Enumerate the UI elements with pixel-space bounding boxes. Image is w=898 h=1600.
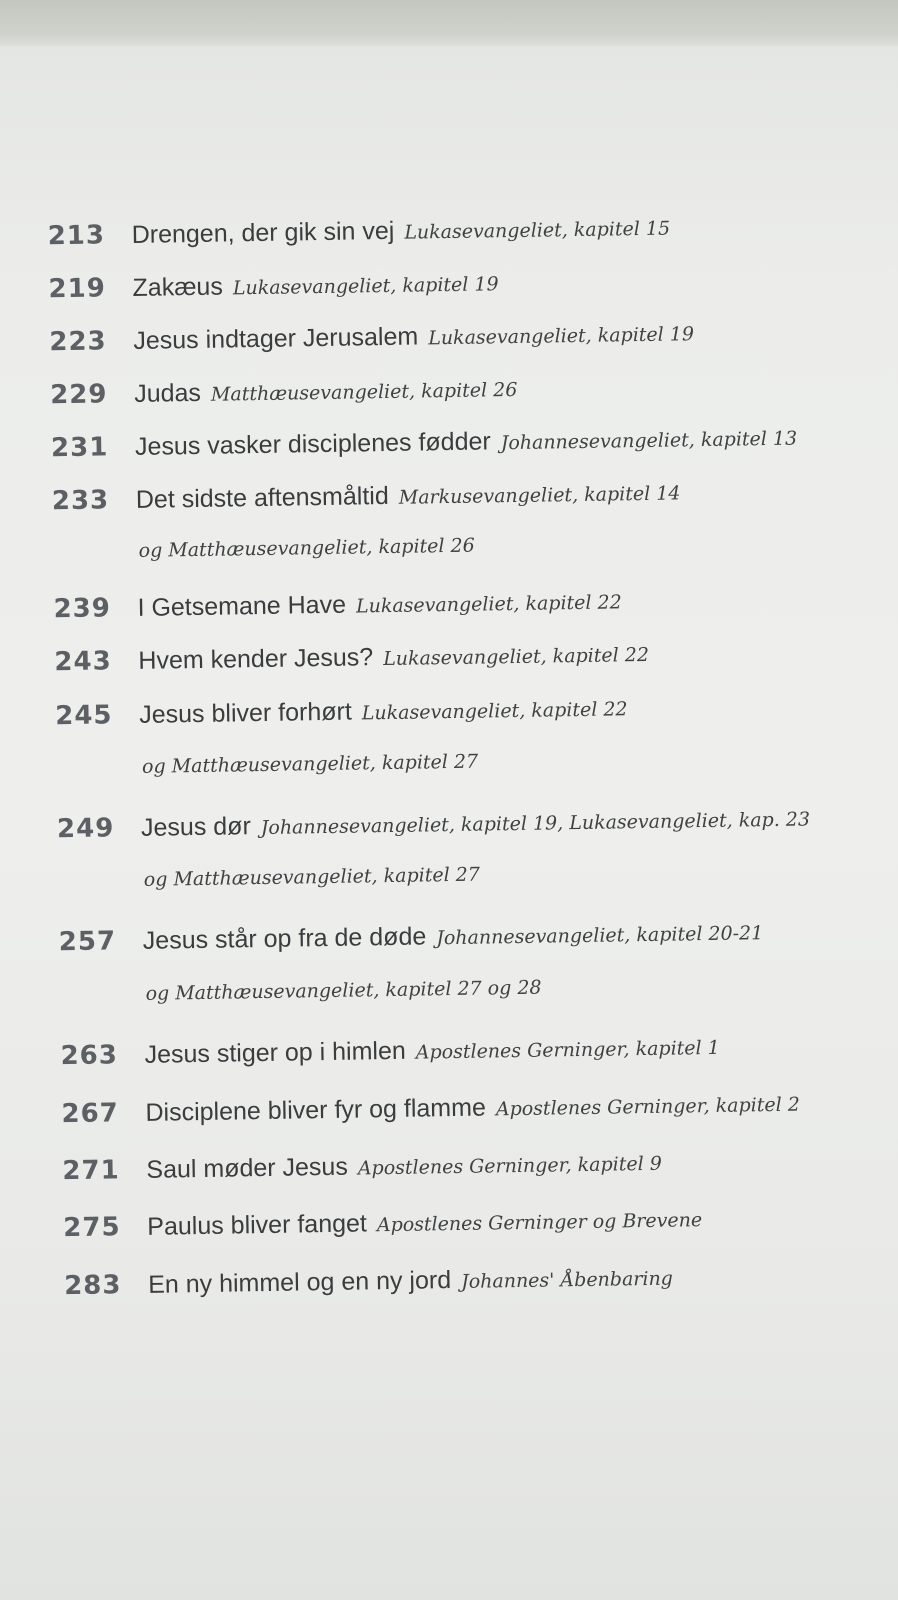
toc-entry [51,422,798,464]
chapter-title: Zakæus [132,272,224,302]
page-number: 223 [49,326,107,358]
chapter-title: Paulus bliver fanget [147,1209,368,1241]
chapter-source: Lukasevangeliet, kapitel 22 [383,643,650,671]
chapter-source: Lukasevangeliet, kapitel 22 [361,698,628,725]
toc-entry [49,317,694,357]
chapter-title: Jesus bliver forhørt [139,697,353,729]
chapter-title: Judas [133,378,202,408]
toc-entry [63,1203,702,1243]
page-number: 231 [50,432,109,464]
chapter-source: Apostlenes Gerninger og Brevene [376,1209,703,1237]
page-number: 249 [56,813,115,845]
chapter-title: Jesus indtager Jerusalem [133,322,419,355]
chapter-title: Jesus vasker disciplenes fødder [134,427,491,461]
page-number: 229 [49,379,108,411]
page-number: 245 [55,700,113,732]
toc-entry [60,1031,720,1071]
chapter-source: Matthæusevangeliet, kapitel 26 [210,378,518,406]
chapter-source-continuation: og Matthæusevangeliet, kapitel 27 [143,863,481,891]
chapter-title: Hvem kender Jesus? [138,643,374,675]
toc-entry [50,373,518,410]
chapter-source: Lukasevangeliet, kapitel 19 [232,273,499,300]
chapter-source: Markusevangeliet, kapitel 14 [398,482,681,509]
toc-entry [53,585,622,624]
chapter-source: Johannesevangeliet, kapitel 19, Lukasevangeliet, kap. 23 [260,808,811,840]
page-number: 239 [53,593,112,625]
page-number: 271 [62,1155,120,1187]
page-number: 257 [58,926,117,958]
page-number: 275 [63,1212,121,1244]
toc-entry [54,638,649,677]
toc-entry [64,1262,673,1302]
chapter-source: Apostlenes Gerninger, kapitel 9 [357,1152,663,1180]
toc-entry [47,212,670,252]
chapter-source: Lukasevangeliet, kapitel 15 [404,217,671,244]
page-number: 219 [48,273,107,305]
toc-entry [59,916,764,957]
chapter-title: En ny himmel og en ny jord [147,1266,452,1299]
page-number: 213 [47,220,106,252]
toc-entry [52,476,681,516]
chapter-source: Johannesevangeliet, kapitel 20-21 [436,922,764,950]
toc-entry [62,1147,662,1186]
page-number: 233 [51,485,110,517]
page-number: 243 [54,646,112,678]
toc-entry [61,1088,800,1130]
chapter-title: Jesus dør [140,812,251,842]
toc-entry [48,267,498,304]
chapter-source: Johannes' Åbenbaring [460,1267,674,1293]
chapter-source-continuation: og Matthæusevangeliet, kapitel 27 [141,750,479,778]
page-number: 267 [61,1098,120,1130]
chapter-source: Lukasevangeliet, kapitel 22 [355,591,622,618]
chapter-source: Johannesevangeliet, kapitel 13 [500,427,798,455]
chapter-title: Drengen, der gik sin vej [131,216,395,249]
chapter-title: Disciplene bliver fyr og flamme [145,1093,487,1127]
page-number: 263 [60,1040,119,1072]
toc-entry [57,802,810,844]
chapter-source: Lukasevangeliet, kapitel 19 [428,323,695,350]
page-number: 283 [63,1270,122,1302]
chapter-title: I Getsemane Have [137,590,347,622]
chapter-source: Apostlenes Gerninger, kapitel 1 [415,1036,720,1064]
chapter-source-continuation: og Matthæusevangeliet, kapitel 27 og 28 [145,976,542,1005]
chapter-title: Jesus står op fra de døde [142,922,427,955]
chapter-source-continuation: og Matthæusevangeliet, kapitel 26 [138,534,475,562]
chapter-title: Saul møder Jesus [146,1152,349,1184]
chapter-source: Apostlenes Gerninger, kapitel 2 [495,1093,801,1121]
chapter-title: Jesus stiger op i himlen [144,1036,407,1069]
toc-entry [55,692,628,731]
chapter-title: Det sidste aftensmåltid [135,481,389,514]
